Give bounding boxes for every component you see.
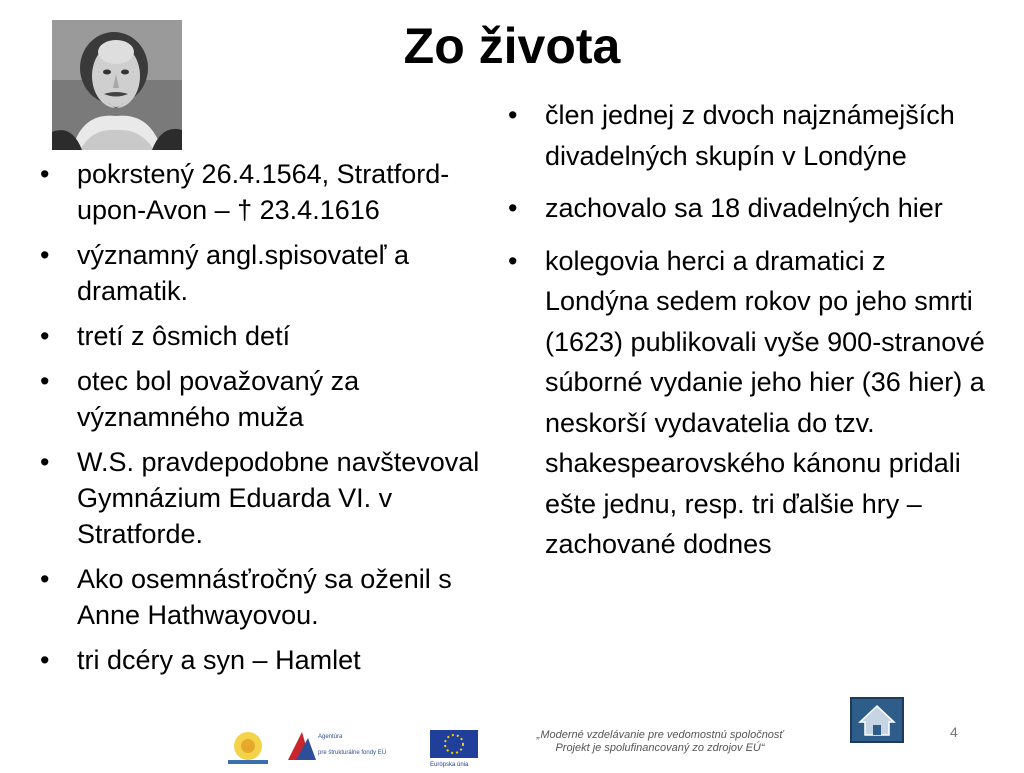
agency-logo	[288, 732, 386, 760]
agency-text-2: pre štrukturálne fondy EÚ	[318, 750, 387, 756]
bullet: •	[40, 159, 50, 189]
list-item-text: člen jednej z dvoch najznámejších divadelných skupín v Londýne	[545, 100, 955, 171]
agency-text-1: Agentúra	[318, 734, 343, 740]
eu-flag-logo	[430, 730, 478, 768]
list-item	[508, 95, 988, 176]
svk-logo	[228, 732, 268, 764]
footer-text	[500, 729, 820, 755]
footer-line-1: „Moderné vzdelávanie pre vedomostnú spoločnosť	[536, 729, 784, 741]
footer-line-2: Projekt je spolufinancovaný zo zdrojov EÚ“	[555, 742, 765, 754]
list-item-text: kolegovia herci a dramatici z Londýna sedem rokov po jeho smrti (1623) publikovali vyše 900-stranové súborné vydanie jeho hier (36 hier) a neskorší vydavatelia do tzv. shakespearovského kánonu pridali ešte jednu, resp. tri ďalšie hry – zachované dodnes	[545, 245, 985, 559]
right-bullet-list	[508, 95, 988, 577]
list-item-text: Ako osemnásťročný sa oženil s Anne Hathwayovou.	[77, 564, 452, 630]
list-item	[40, 561, 480, 633]
bullet: •	[508, 245, 518, 276]
list-item-text: zachovalo sa 18 divadelných hier	[545, 193, 943, 223]
list-item-text: významný angl.spisovateľ a dramatik.	[77, 240, 410, 306]
list-item	[40, 237, 480, 309]
slide-title: Zo života	[403, 18, 621, 74]
list-item-text: pokrstený 26.4.1564, Stratford-upon-Avon – † 23.4.1616	[77, 159, 450, 225]
list-item	[40, 642, 480, 678]
bullet: •	[508, 193, 518, 223]
home-icon	[852, 699, 902, 741]
home-button[interactable]	[850, 697, 904, 743]
bullet: •	[40, 366, 50, 396]
bullet: •	[40, 240, 50, 270]
list-item-text: tri dcéry a syn – Hamlet	[77, 645, 361, 675]
bullet: •	[40, 645, 50, 675]
list-item	[40, 363, 480, 435]
list-item	[508, 188, 988, 229]
list-item	[40, 318, 480, 354]
bullet: •	[40, 321, 50, 351]
list-item-text: tretí z ôsmich detí	[77, 321, 291, 351]
list-item	[508, 241, 988, 565]
footer-logos-drawing	[222, 724, 482, 768]
portrait-image	[52, 20, 182, 150]
portrait-drawing	[52, 20, 182, 150]
list-item	[40, 444, 480, 552]
bullet: •	[40, 564, 50, 594]
page-number: 4	[950, 724, 958, 740]
left-bullet-list	[40, 156, 480, 687]
list-item	[40, 156, 480, 228]
eu-text: Európska únia	[430, 762, 469, 768]
footer-logos	[222, 724, 482, 768]
bullet: •	[508, 100, 518, 130]
list-item-text: otec bol považovaný za významného muža	[77, 366, 360, 432]
list-item-text: W.S. pravdepodobne navštevoval Gymnázium Eduarda VI. v Stratforde.	[77, 447, 480, 549]
bullet: •	[40, 447, 50, 477]
